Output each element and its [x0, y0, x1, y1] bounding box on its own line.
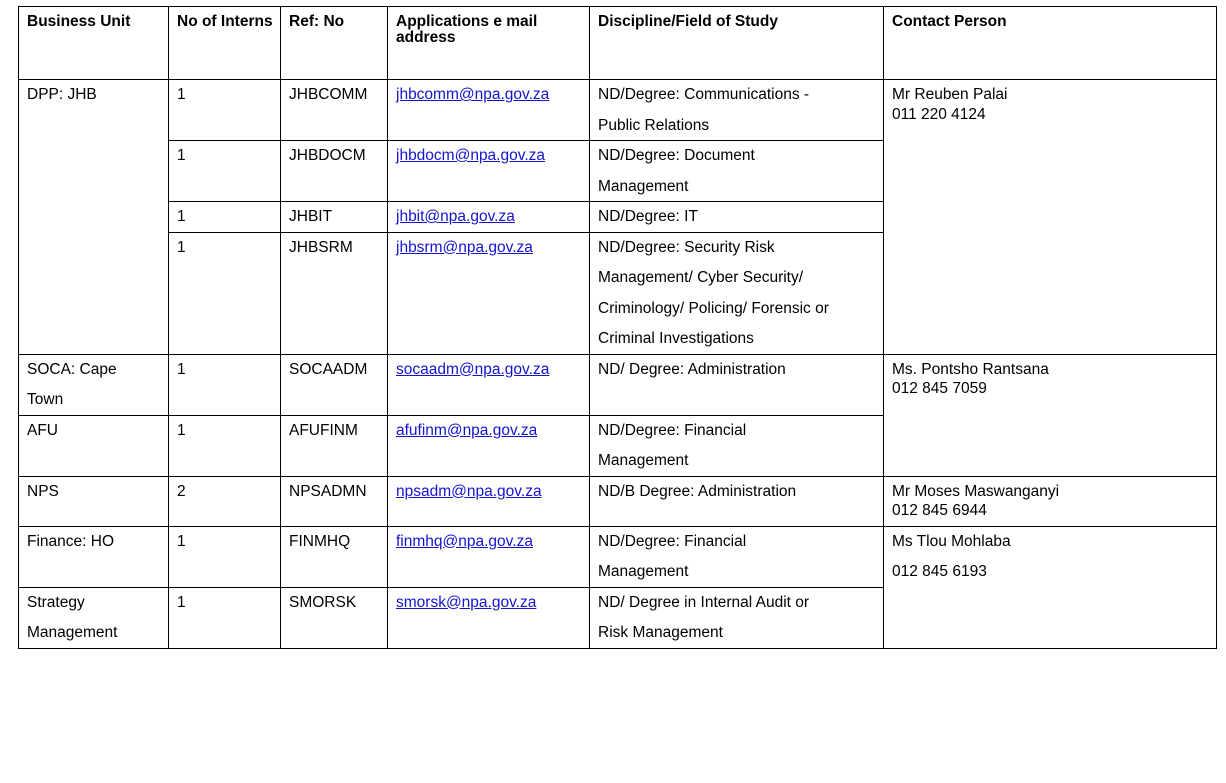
- discipline-line: Management: [598, 452, 689, 469]
- cell-contact-person: [884, 80, 1217, 355]
- discipline-line: ND/Degree: Communications -: [598, 86, 810, 103]
- contact-phone: 011 220 4124: [892, 105, 986, 123]
- cell-email: [388, 232, 590, 354]
- cell-discipline: [590, 476, 884, 526]
- contact-name: Mr Moses Maswanganyi: [892, 482, 1060, 500]
- column-header-no-of-interns: No of Interns: [169, 7, 281, 80]
- cell-no-of-interns: 1: [169, 354, 281, 415]
- cell-ref-no: JHBDOCM: [281, 141, 388, 202]
- cell-email: [388, 80, 590, 141]
- cell-email: [388, 202, 590, 233]
- email-link[interactable]: smorsk@npa.gov.za: [396, 593, 537, 611]
- cell-contact-person: [884, 476, 1217, 526]
- table-row: [19, 80, 1217, 141]
- discipline-line: Management: [598, 563, 689, 580]
- cell-no-of-interns: 1: [169, 232, 281, 354]
- cell-business-unit: DPP: JHB: [19, 80, 169, 355]
- cell-contact-person: [884, 526, 1217, 648]
- contact-name: Mr Reuben Palai: [892, 86, 1008, 103]
- cell-no-of-interns: 1: [169, 415, 281, 476]
- cell-contact-person: [884, 354, 1217, 476]
- cell-email: [388, 141, 590, 202]
- contact-name: Ms. Pontsho Rantsana: [892, 360, 1049, 378]
- cell-discipline: [590, 526, 884, 587]
- cell-ref-no: JHBSRM: [281, 232, 388, 354]
- email-link[interactable]: jhbdocm@npa.gov.za: [396, 147, 546, 164]
- cell-ref-no: JHBIT: [281, 202, 388, 233]
- discipline-line: ND/ Degree in Internal Audit or: [598, 593, 810, 611]
- column-header-contact-person: Contact Person: [884, 7, 1217, 80]
- cell-discipline: [590, 80, 884, 141]
- cell-discipline: [590, 232, 884, 354]
- discipline-line: ND/Degree: Financial: [598, 421, 747, 439]
- cell-discipline: [590, 415, 884, 476]
- contact-phone: 012 845 6193: [892, 563, 987, 580]
- cell-business-unit: [19, 587, 169, 648]
- cell-business-unit: Finance: HO: [19, 526, 169, 587]
- cell-no-of-interns: 1: [169, 141, 281, 202]
- discipline-line: Criminal Investigations: [598, 330, 754, 347]
- cell-email: [388, 476, 590, 526]
- column-header-business-unit: Business Unit: [19, 7, 169, 80]
- email-link[interactable]: jhbit@npa.gov.za: [396, 208, 515, 225]
- cell-ref-no: AFUFINM: [281, 415, 388, 476]
- business-unit-line: Town: [27, 391, 64, 408]
- discipline-line: Risk Management: [598, 624, 723, 641]
- email-link[interactable]: jhbsrm@npa.gov.za: [396, 238, 533, 256]
- cell-no-of-interns: 1: [169, 80, 281, 141]
- business-unit-line: Strategy: [27, 593, 85, 611]
- email-link[interactable]: jhbcomm@npa.gov.za: [396, 86, 550, 103]
- cell-discipline: [590, 141, 884, 202]
- discipline-line: Management: [598, 177, 689, 195]
- column-header-discipline: Discipline/Field of Study: [590, 7, 884, 80]
- cell-no-of-interns: 2: [169, 476, 281, 526]
- discipline-line: ND/Degree: Document: [598, 147, 755, 164]
- table-row: [19, 354, 1217, 415]
- discipline-line: Public Relations: [598, 116, 710, 134]
- cell-email: [388, 354, 590, 415]
- email-link[interactable]: socaadm@npa.gov.za: [396, 360, 550, 378]
- discipline-line: ND/Degree: Security Risk: [598, 238, 775, 256]
- cell-ref-no: SMORSK: [281, 587, 388, 648]
- cell-ref-no: SOCAADM: [281, 354, 388, 415]
- discipline-line: ND/Degree: IT: [598, 208, 698, 225]
- discipline-line: ND/B Degree: Administration: [598, 482, 797, 500]
- cell-discipline: [590, 354, 884, 415]
- contact-name: Ms Tlou Mohlaba: [892, 532, 1011, 550]
- internship-vacancies-table: [18, 6, 1217, 649]
- cell-no-of-interns: 1: [169, 587, 281, 648]
- discipline-line: ND/Degree: Financial: [598, 532, 747, 550]
- cell-ref-no: JHBCOMM: [281, 80, 388, 141]
- contact-phone: 012 845 6944: [892, 502, 987, 519]
- discipline-line: Criminology/ Policing/ Forensic or: [598, 299, 829, 317]
- business-unit-line: SOCA: Cape: [27, 360, 117, 378]
- email-link[interactable]: npsadm@npa.gov.za: [396, 482, 542, 500]
- business-unit-line: Management: [27, 624, 118, 641]
- cell-ref-no: FINMHQ: [281, 526, 388, 587]
- column-header-ref-no: Ref: No: [281, 7, 388, 80]
- cell-business-unit: NPS: [19, 476, 169, 526]
- table-row: [19, 526, 1217, 587]
- cell-no-of-interns: 1: [169, 526, 281, 587]
- column-header-email-address: Applications e mail address: [388, 7, 590, 80]
- cell-discipline: [590, 202, 884, 233]
- table-header-row: [19, 7, 1217, 80]
- cell-no-of-interns: 1: [169, 202, 281, 233]
- cell-business-unit: AFU: [19, 415, 169, 476]
- table-row: [19, 476, 1217, 526]
- cell-email: [388, 415, 590, 476]
- contact-phone: 012 845 7059: [892, 380, 987, 397]
- cell-business-unit: [19, 354, 169, 415]
- discipline-line: ND/ Degree: Administration: [598, 360, 786, 378]
- cell-email: [388, 587, 590, 648]
- discipline-line: Management/ Cyber Security/: [598, 269, 804, 286]
- cell-discipline: [590, 587, 884, 648]
- cell-email: [388, 526, 590, 587]
- email-link[interactable]: afufinm@npa.gov.za: [396, 421, 538, 439]
- email-link[interactable]: finmhq@npa.gov.za: [396, 532, 533, 550]
- cell-ref-no: NPSADMN: [281, 476, 388, 526]
